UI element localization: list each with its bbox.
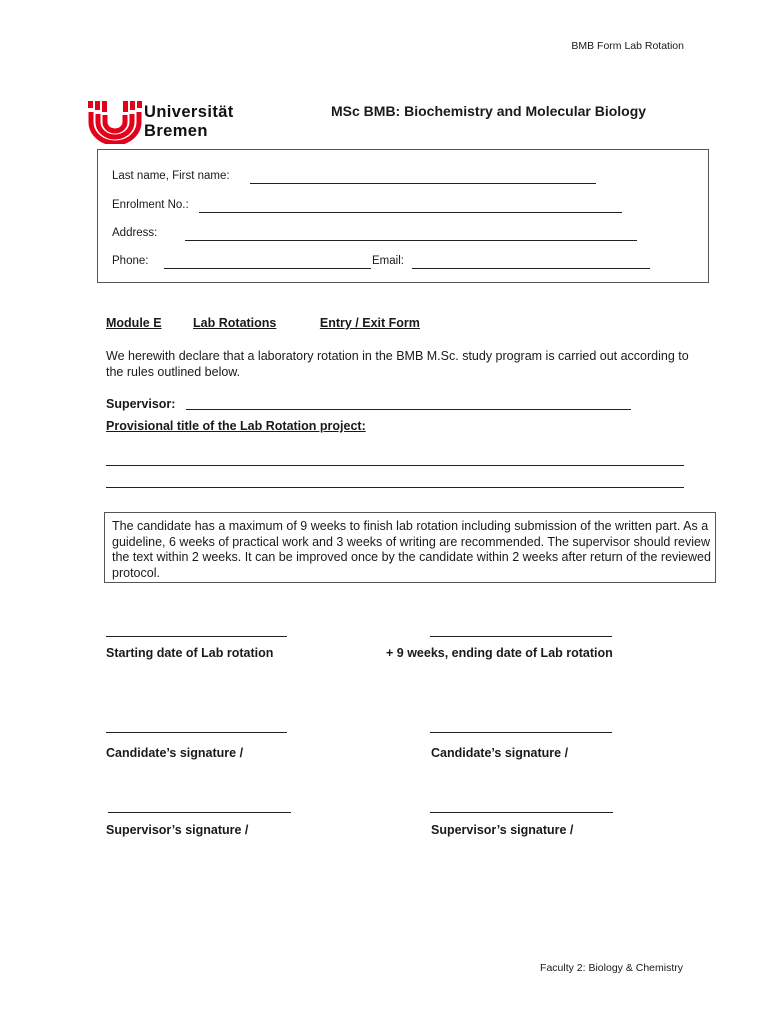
- project-title-line-1[interactable]: [106, 465, 684, 466]
- module-heading: [106, 316, 420, 330]
- enrolment-label: Enrolment No.:: [112, 199, 189, 211]
- rules-box: [104, 512, 716, 583]
- supervisor-signature-field-right[interactable]: [430, 812, 613, 813]
- supervisor-field[interactable]: [186, 409, 631, 410]
- document-title: MSc BMB: Biochemistry and Molecular Biology: [331, 103, 647, 119]
- name-label: Last name, First name:: [112, 170, 230, 182]
- document-reference: BMB Form Lab Rotation: [571, 40, 684, 52]
- project-title-line-2[interactable]: [106, 487, 684, 488]
- module-code: Module E: [106, 316, 162, 330]
- module-form-type: Entry / Exit Form: [319, 316, 420, 330]
- candidate-signature-label-right: Candidate’s signature /: [431, 746, 569, 760]
- start-date-field[interactable]: [106, 636, 287, 637]
- end-date-label: + 9 weeks, ending date of Lab rotation: [386, 646, 613, 660]
- name-field[interactable]: [250, 183, 596, 184]
- footer-text: Faculty 2: Biology & Chemistry: [540, 962, 683, 974]
- rules-text: The candidate has a maximum of 9 weeks to finish lab rotation including submission of the written part. As a guideline, 6 weeks of practical work and 3 weeks of writing are recommended. The supervisor should review the text within 2 weeks. It can be improved once by the candidate within 2 weeks after return of the reviewed protocol.: [112, 519, 711, 580]
- candidate-signature-field-left[interactable]: [106, 732, 287, 733]
- email-field[interactable]: [412, 268, 650, 269]
- logo-line-2: Bremen: [144, 122, 208, 140]
- supervisor-signature-field-left[interactable]: [108, 812, 291, 813]
- university-logo: [88, 100, 250, 144]
- candidate-signature-label-left: Candidate’s signature /: [106, 746, 244, 760]
- enrolment-field[interactable]: [199, 212, 622, 213]
- start-date-label: Starting date of Lab rotation: [106, 646, 274, 660]
- supervisor-signature-label-right: Supervisor’s signature /: [431, 823, 574, 837]
- end-date-field[interactable]: [430, 636, 612, 637]
- address-field[interactable]: [185, 240, 637, 241]
- email-label: Email:: [372, 255, 404, 267]
- logo-line-1: Universität: [144, 103, 234, 121]
- personal-details-box: [97, 149, 709, 283]
- logo-wordmark: [144, 103, 234, 141]
- phone-label: Phone:: [112, 255, 149, 267]
- supervisor-label: Supervisor:: [106, 397, 176, 411]
- uni-bremen-emblem-icon: [88, 100, 142, 144]
- declaration-text: We herewith declare that a laboratory rotation in the BMB M.Sc. study program is carried out according to the rules outlined below.: [106, 349, 689, 379]
- address-label: Address:: [112, 227, 158, 239]
- supervisor-signature-label-left: Supervisor’s signature /: [106, 823, 249, 837]
- candidate-signature-field-right[interactable]: [430, 732, 612, 733]
- module-name: Lab Rotations: [193, 316, 277, 330]
- provisional-title-label: Provisional title of the Lab Rotation project:: [106, 419, 366, 433]
- phone-field[interactable]: [164, 268, 371, 269]
